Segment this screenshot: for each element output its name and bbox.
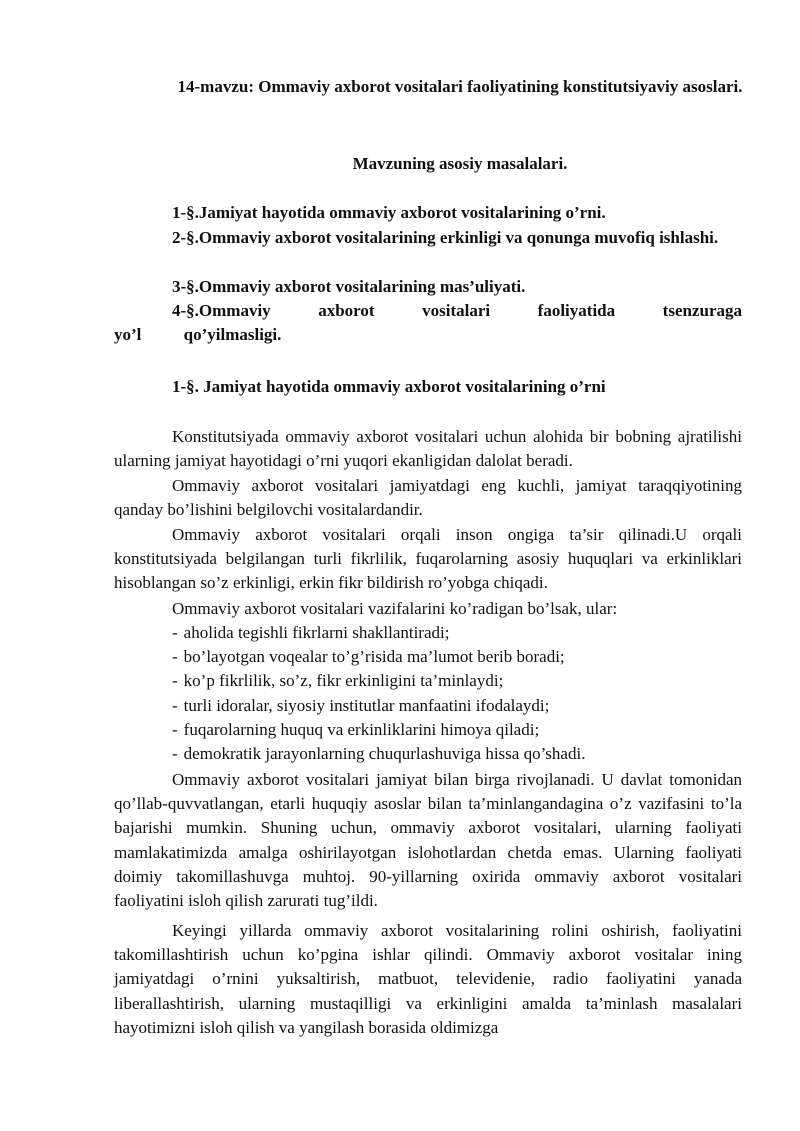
list-item [114,669,742,693]
body-paragraph: Ommaviy axborot vositalari jamiyat bilan birga rivojlanadi. U davlat tomonidan qo’llab-quvvatlangan, etarli huquqiy asoslar bilan ta’minlangandagina o’z vazifasini to’la bajarishi mumkin. Shuning uchun, ommaviy axborot vositalari, ularning faoliyati mamlakatimizda amalga oshirilayotgan islohotlardan chetda emas. Ularning faoliyati doimiy takomillashuvga muhtoj. 90-yillarning oxirida ommaviy axborot vositalari faoliyatini isloh qilish zarurati tug’ildi. [114,770,742,911]
list-item-text: bo’layotgan voqealar to’g’risida ma’lumot berib boradi; [183,647,565,667]
list-item [114,645,742,669]
list-item [114,694,742,718]
list-item-text: demokratik jarayonlarning chuqurlashuviga hissa qo’shadi. [183,744,586,764]
document-subtitle: Mavzuning asosiy masalalari. [352,154,568,173]
list-marker: - [172,647,178,667]
topic-item: 2-§.Ommaviy axborot vositalarining erkinligi va qonunga muvofiq ishlashi. [172,228,719,247]
list-item-text: fuqarolarning huquq va erkinliklarini himoya qiladi; [183,719,540,739]
body-paragraph: Ommaviy axborot vositalari vazifalarini ko’radigan bo’lsak, ular: [172,599,618,618]
topic-item: 1-§.Jamiyat hayotida ommaviy axborot vositalarining o’rni. [172,203,606,222]
list-item-text: ko’p fikrlilik, so’z, fikr erkinligini ta’minlaydi; [183,671,504,691]
list-item [114,718,742,742]
body-paragraph: Keyingi yillarda ommaviy axborot vositalarining rolini oshirish, faoliyatini takomillashtirish uchun ko’pgina ishlar qilindi. Ommaviy axborot vositalar ining jamiyatdagi o’rnini yuksaltirish, matbuot, televidenie, radio faoliyatini yanada liberallashtirish, ularning mustaqilligi va erkinligini amalda ta’minlash masalalari hayotimizni isloh qilish va yangilash borasida oldimizga [114,921,742,1037]
body-paragraph: Ommaviy axborot vositalari jamiyatdagi eng kuchli, jamiyat taraqqiyotining qanday bo’lishini belgilovchi vositalardandir. [114,476,742,520]
list-marker: - [172,719,178,739]
task-list [114,621,742,766]
list-marker: - [172,744,178,764]
document-title: 14-mavzu: Ommaviy axborot vositalari faoliyatining konstitutsiyaviy asoslari. [177,77,743,96]
list-item [114,742,742,766]
topic-item: 4-§.Ommaviy axborot vositalari faoliyatida tsenzuraga yo’l qo’yilmasligi. [114,301,742,345]
list-item-text: turli idoralar, siyosiy institutlar manfaatini ifodalaydi; [183,695,550,715]
body-paragraph: Konstitutsiyada ommaviy axborot vositalari uchun alohida bir bobning ajratilishi ularning jamiyat hayotidagi o’rni yuqori ekanligidan dalolat beradi. [114,427,742,471]
body-paragraph: Ommaviy axborot vositalari orqali inson ongiga ta’sir qilinadi.U orqali konstitutsiyada belgilangan turli fikrlilik, fuqarolarning asosiy huquqlari va erkinliklari hisoblangan so’z erkinligi, erkin fikr bildirish ro’yobga chiqadi. [114,525,742,593]
list-item [114,621,742,645]
list-item-text: aholida tegishli fikrlarni shakllantiradi; [183,623,450,642]
list-marker: - [172,695,178,715]
topic-item: 3-§.Ommaviy axborot vositalarining mas’uliyati. [172,277,526,296]
list-marker: - [172,623,178,642]
section-heading: 1-§. Jamiyat hayotida ommaviy axborot vositalarining o’rni [172,377,606,396]
list-marker: - [172,671,178,691]
